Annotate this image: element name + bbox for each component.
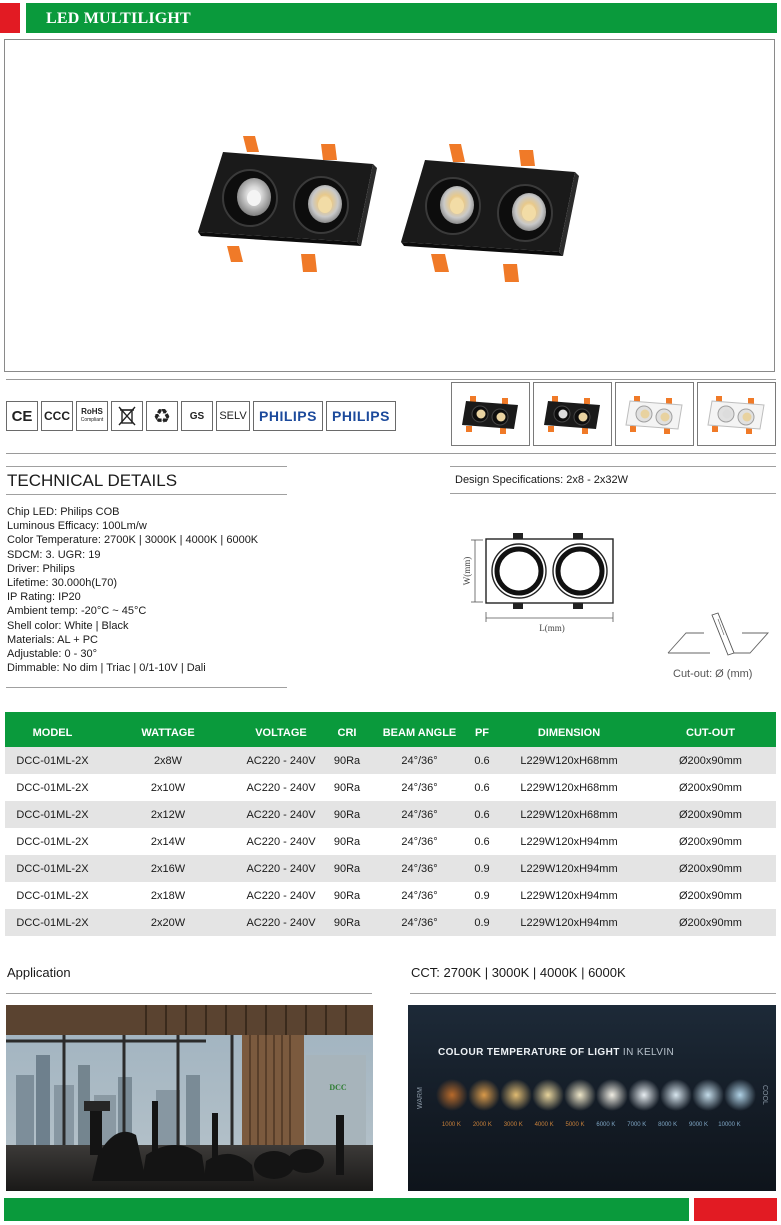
table-cell: 0.6 xyxy=(474,808,490,821)
table-cell: 2x18W xyxy=(150,889,186,902)
divider xyxy=(6,466,287,467)
table-cell: L229W120xH94mm xyxy=(520,916,618,929)
footer-bar xyxy=(4,1198,689,1221)
table-cell: DCC-01ML-2X xyxy=(16,835,89,848)
kelvin-glow xyxy=(628,1079,660,1111)
dimension-drawing xyxy=(455,520,625,640)
kelvin-label: 1000 K xyxy=(441,1122,461,1128)
kelvin-label: 10000 K xyxy=(718,1122,741,1128)
table-cell: 0.9 xyxy=(474,889,490,902)
table-cell: AC220 - 240V xyxy=(246,889,316,902)
column-header: MODEL xyxy=(32,726,73,739)
table-cell: DCC-01ML-2X xyxy=(16,808,89,821)
table-row xyxy=(5,882,776,909)
kelvin-label: 8000 K xyxy=(658,1122,678,1128)
table-cell: 90Ra xyxy=(333,754,361,767)
philips-logo: PHILIPS xyxy=(253,401,323,431)
table-row xyxy=(5,855,776,882)
divider xyxy=(410,993,776,994)
table-cell: Ø200x90mm xyxy=(679,889,742,902)
table-cell: 2x12W xyxy=(150,808,186,821)
kelvin-glow xyxy=(468,1079,500,1111)
application-sign: DCC xyxy=(329,1083,347,1092)
table-cell: 90Ra xyxy=(333,862,361,875)
table-cell: 24°/36° xyxy=(401,889,438,902)
table-cell: Ø200x90mm xyxy=(679,808,742,821)
table-cell: DCC-01ML-2X xyxy=(16,862,89,875)
column-header: CRI xyxy=(337,726,357,739)
weee-bin-icon xyxy=(111,401,143,431)
table-cell: Ø200x90mm xyxy=(679,781,742,794)
selv-icon: SELV xyxy=(216,401,250,431)
table-cell: 24°/36° xyxy=(401,862,438,875)
kelvin-label: 3000 K xyxy=(503,1122,523,1128)
kelvin-label: 4000 K xyxy=(534,1122,554,1128)
table-header-row xyxy=(5,712,776,747)
spec-line: Materials: AL + PC xyxy=(7,633,98,646)
kelvin-label: 2000 K xyxy=(472,1122,492,1128)
table-cell: L229W120xH94mm xyxy=(520,862,618,875)
technical-details-heading: TECHNICAL DETAILS xyxy=(7,471,178,490)
table-cell: 24°/36° xyxy=(401,808,438,821)
table-cell: DCC-01ML-2X xyxy=(16,916,89,929)
table-cell: 2x8W xyxy=(153,754,183,767)
table-cell: 0.6 xyxy=(474,754,490,767)
spec-line: Lifetime: 30.000h(L70) xyxy=(7,577,118,590)
table-cell: 2x20W xyxy=(150,916,186,929)
table-cell: 90Ra xyxy=(333,916,361,929)
certification-row xyxy=(6,401,396,431)
application-photo xyxy=(6,1005,373,1191)
table-cell: L229W120xH94mm xyxy=(520,889,618,902)
kelvin-label: 9000 K xyxy=(689,1122,709,1128)
table-cell: 24°/36° xyxy=(401,916,438,929)
table-row xyxy=(5,774,776,801)
cutout-label: Cut-out: Ø (mm) xyxy=(673,668,753,680)
table-cell: Ø200x90mm xyxy=(679,754,742,767)
table-cell: AC220 - 240V xyxy=(246,862,316,875)
table-cell: AC220 - 240V xyxy=(246,808,316,821)
divider xyxy=(6,453,776,454)
table-cell: 0.6 xyxy=(474,781,490,794)
table-cell: L229W120xH68mm xyxy=(520,781,618,794)
table-cell: 0.9 xyxy=(474,916,490,929)
width-label: W(mm) xyxy=(462,556,472,586)
table-cell: 90Ra xyxy=(333,889,361,902)
header-red-block xyxy=(0,3,20,33)
cct-image-heading: COLOUR TEMPERATURE OF LIGHT IN KELVIN xyxy=(438,1047,675,1058)
table-cell: 24°/36° xyxy=(401,781,438,794)
cool-label: COOL xyxy=(761,1085,768,1105)
column-header: DIMENSION xyxy=(537,726,601,739)
spec-line: Luminous Efficacy: 100Lm/w xyxy=(7,520,147,533)
kelvin-label: 6000 K xyxy=(596,1122,616,1128)
gs-mark-icon: GS xyxy=(181,401,213,431)
column-header: PF xyxy=(474,726,490,739)
divider xyxy=(6,494,287,495)
divider xyxy=(6,687,287,688)
spec-line: Driver: Philips xyxy=(7,562,75,575)
table-cell: 2x14W xyxy=(150,835,186,848)
cct-heading: CCT: 2700K | 3000K | 4000K | 6000K xyxy=(411,965,626,980)
table-cell: 90Ra xyxy=(333,781,361,794)
cutout-drawing xyxy=(662,605,772,665)
warm-label: WARM xyxy=(417,1087,424,1109)
kelvin-glow xyxy=(564,1079,596,1111)
philips-logo: PHILIPS xyxy=(326,401,396,431)
table-cell: 24°/36° xyxy=(401,754,438,767)
column-header: VOLTAGE xyxy=(255,726,307,739)
table-cell: 90Ra xyxy=(333,835,361,848)
kelvin-glow xyxy=(500,1079,532,1111)
table-row xyxy=(5,747,776,774)
table-cell: 2x10W xyxy=(150,781,186,794)
kelvin-label: 5000 K xyxy=(565,1122,585,1128)
table-cell: L229W120xH94mm xyxy=(520,835,618,848)
table-cell: AC220 - 240V xyxy=(246,916,316,929)
length-label: L(mm) xyxy=(539,623,565,633)
divider xyxy=(450,466,776,467)
table-cell: Ø200x90mm xyxy=(679,916,742,929)
specification-table xyxy=(5,712,776,936)
table-cell: 2x16W xyxy=(150,862,186,875)
kelvin-labels xyxy=(436,1122,756,1128)
ce-mark-icon: CE xyxy=(6,401,38,431)
recycle-icon: ♻ xyxy=(146,401,178,431)
table-row xyxy=(5,801,776,828)
thumbnail-white-2[interactable] xyxy=(697,382,776,446)
thumbnail-black-2[interactable] xyxy=(533,382,612,446)
divider xyxy=(6,379,776,380)
ccc-mark-icon: CCC xyxy=(41,401,73,431)
kelvin-label: 7000 K xyxy=(627,1122,647,1128)
column-header: CUT-OUT xyxy=(686,726,735,739)
spec-line: SDCM: 3. UGR: 19 xyxy=(7,548,101,561)
kelvin-glow xyxy=(532,1079,564,1111)
table-cell: AC220 - 240V xyxy=(246,781,316,794)
kelvin-glow xyxy=(660,1079,692,1111)
spec-line: Ambient temp: -20°C ~ 45°C xyxy=(7,605,147,618)
spec-line: IP Rating: IP20 xyxy=(7,591,81,604)
table-cell: Ø200x90mm xyxy=(679,835,742,848)
application-heading: Application xyxy=(7,965,71,980)
table-cell: DCC-01ML-2X xyxy=(16,781,89,794)
design-specifications-heading: Design Specifications: 2x8 - 2x32W xyxy=(455,474,629,486)
thumbnail-white-1[interactable] xyxy=(615,382,694,446)
divider xyxy=(6,993,372,994)
spec-line: Color Temperature: 2700K | 3000K | 4000K | 6000K xyxy=(7,534,259,547)
table-cell: AC220 - 240V xyxy=(246,835,316,848)
table-cell: L229W120xH68mm xyxy=(520,808,618,821)
technical-specs-list xyxy=(7,505,258,675)
table-row xyxy=(5,828,776,855)
table-cell: DCC-01ML-2X xyxy=(16,754,89,767)
footer-red-block xyxy=(694,1198,777,1221)
table-row xyxy=(5,909,776,936)
table-cell: Ø200x90mm xyxy=(679,862,742,875)
divider xyxy=(450,493,776,494)
kelvin-glow xyxy=(724,1079,756,1111)
rohs-icon: RoHS Compliant xyxy=(76,401,108,431)
column-header: BEAM ANGLE xyxy=(382,726,457,739)
spec-line: Shell color: White | Black xyxy=(7,619,129,632)
table-cell: L229W120xH68mm xyxy=(520,754,618,767)
table-cell: 90Ra xyxy=(333,808,361,821)
kelvin-glow xyxy=(436,1079,468,1111)
spec-line: Chip LED: Philips COB xyxy=(7,506,120,518)
product-hero-image xyxy=(4,39,775,372)
kelvin-glow xyxy=(692,1079,724,1111)
kelvin-glow xyxy=(596,1079,628,1111)
product-variant-thumbnails xyxy=(451,382,776,446)
kelvin-glow-row xyxy=(436,1077,756,1113)
spec-line: Adjustable: 0 - 30° xyxy=(7,648,98,661)
table-cell: 0.9 xyxy=(474,862,490,875)
page-title: LED MULTILIGHT xyxy=(46,10,191,27)
spec-line: Dimmable: No dim | Triac | 0/1-10V | Dali xyxy=(7,662,206,675)
table-cell: DCC-01ML-2X xyxy=(16,889,89,902)
fixture-right xyxy=(401,144,579,282)
column-header: WATTAGE xyxy=(141,726,195,739)
table-cell: 24°/36° xyxy=(401,835,438,848)
color-temperature-image xyxy=(408,1005,776,1191)
table-cell: 0.6 xyxy=(474,835,490,848)
thumbnail-black-1[interactable] xyxy=(451,382,530,446)
table-cell: AC220 - 240V xyxy=(246,754,316,767)
fixture-left xyxy=(198,136,377,272)
